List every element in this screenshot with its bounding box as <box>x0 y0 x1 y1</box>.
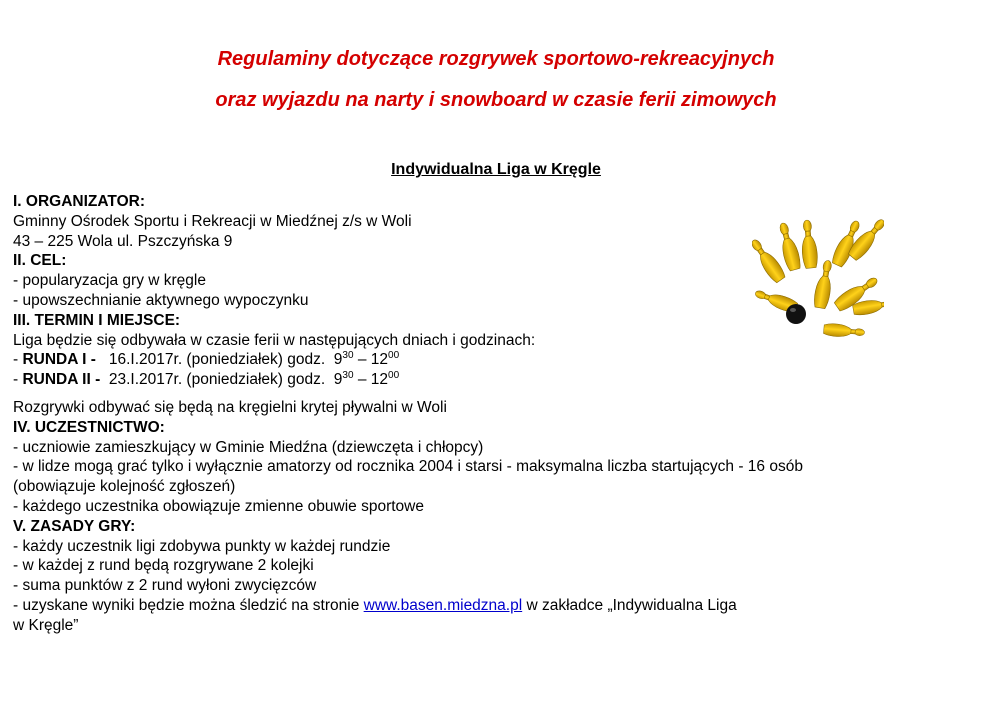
round-start-minutes: 30 <box>342 350 354 362</box>
organizer-name: Gminny Ośrodek Sportu i Rekreacji w Miedźnej z/s w Woli <box>13 212 412 230</box>
round-start-hour: 9 <box>333 371 343 389</box>
goal-item: - upowszechnianie aktywnego wypoczynku <box>13 291 309 309</box>
participants-item: - w lidze mogą grać tylko i wyłącznie amatorzy od rocznika 2004 i starsi - maksymalna liczba startujących - 16 osób <box>13 458 803 476</box>
round-dash: – <box>353 351 371 369</box>
section-subtitle: Indywidualna Liga w Kręgle <box>391 161 601 178</box>
round-prefix: - <box>13 371 23 389</box>
round-line <box>13 350 988 370</box>
participants-heading: IV. UCZESTNICTWO: <box>13 418 165 436</box>
round-end-minutes: 00 <box>388 370 400 382</box>
organizer-address: 43 – 225 Wola ul. Pszczyńska 9 <box>13 232 233 250</box>
round-end-minutes: 00 <box>388 350 400 362</box>
participants-item: (obowiązuje kolejność zgłoszeń) <box>13 478 236 496</box>
round-date: 16.I.2017r. (poniedziałek) godz. <box>108 351 326 369</box>
results-text: - uzyskane wyniki będzie można śledzić na stronie <box>13 596 364 614</box>
rules-item-results <box>13 596 988 616</box>
organizer-heading: I. ORGANIZATOR: <box>13 193 146 210</box>
round-date: 23.I.2017r. (poniedziałek) godz. <box>108 371 326 389</box>
schedule-intro: Liga będzie się odbywała w czasie ferii w następujących dniach i godzinach: <box>13 331 536 349</box>
round-prefix: - <box>13 351 23 369</box>
rules-item: - suma punktów z 2 rund wyłoni zwycięzców <box>13 577 317 595</box>
round-label: RUNDA I - <box>22 351 101 369</box>
bowling-ball-icon <box>786 304 806 324</box>
rules-item: - każdy uczestnik ligi zdobywa punkty w każdej rundzie <box>13 537 391 555</box>
results-text-suffix: w zakładce „Indywidualna Liga <box>522 596 737 614</box>
participants-item: - uczniowie zamieszkujący w Gminie Miedźna (dziewczęta i chłopcy) <box>13 438 484 456</box>
bowling-pins-icon <box>752 212 884 340</box>
round-end-hour: 12 <box>370 371 389 389</box>
schedule-location: Rozgrywki odbywać się będą na kręgielni krytej pływalni w Woli <box>13 398 447 416</box>
round-start-hour: 9 <box>333 351 343 369</box>
rules-item: - w każdej z rund będą rozgrywane 2 kolejki <box>13 557 314 575</box>
round-end-hour: 12 <box>370 351 389 369</box>
goal-heading: II. CEL: <box>13 252 67 270</box>
rules-heading: V. ZASADY GRY: <box>13 517 136 535</box>
participants-item: - każdego uczestnika obowiązuje zmienne obuwie sportowe <box>13 497 424 515</box>
round-line <box>13 370 988 390</box>
round-label: RUNDA II - <box>22 371 105 389</box>
document-title-line-1: Regulaminy dotyczące rozgrywek sportowo-rekreacyjnych <box>217 48 775 70</box>
rules-item-results-cont: w Kręgle” <box>13 616 79 634</box>
round-start-minutes: 30 <box>342 370 354 382</box>
goal-item: - popularyzacja gry w kręgle <box>13 272 206 290</box>
results-website-link[interactable]: www.basen.miedzna.pl <box>363 596 523 614</box>
round-dash: – <box>353 371 371 389</box>
document-title-line-2: oraz wyjazdu na narty i snowboard w czasie ferii zimowych <box>215 89 777 111</box>
schedule-heading: III. TERMIN I MIEJSCE: <box>13 311 181 329</box>
